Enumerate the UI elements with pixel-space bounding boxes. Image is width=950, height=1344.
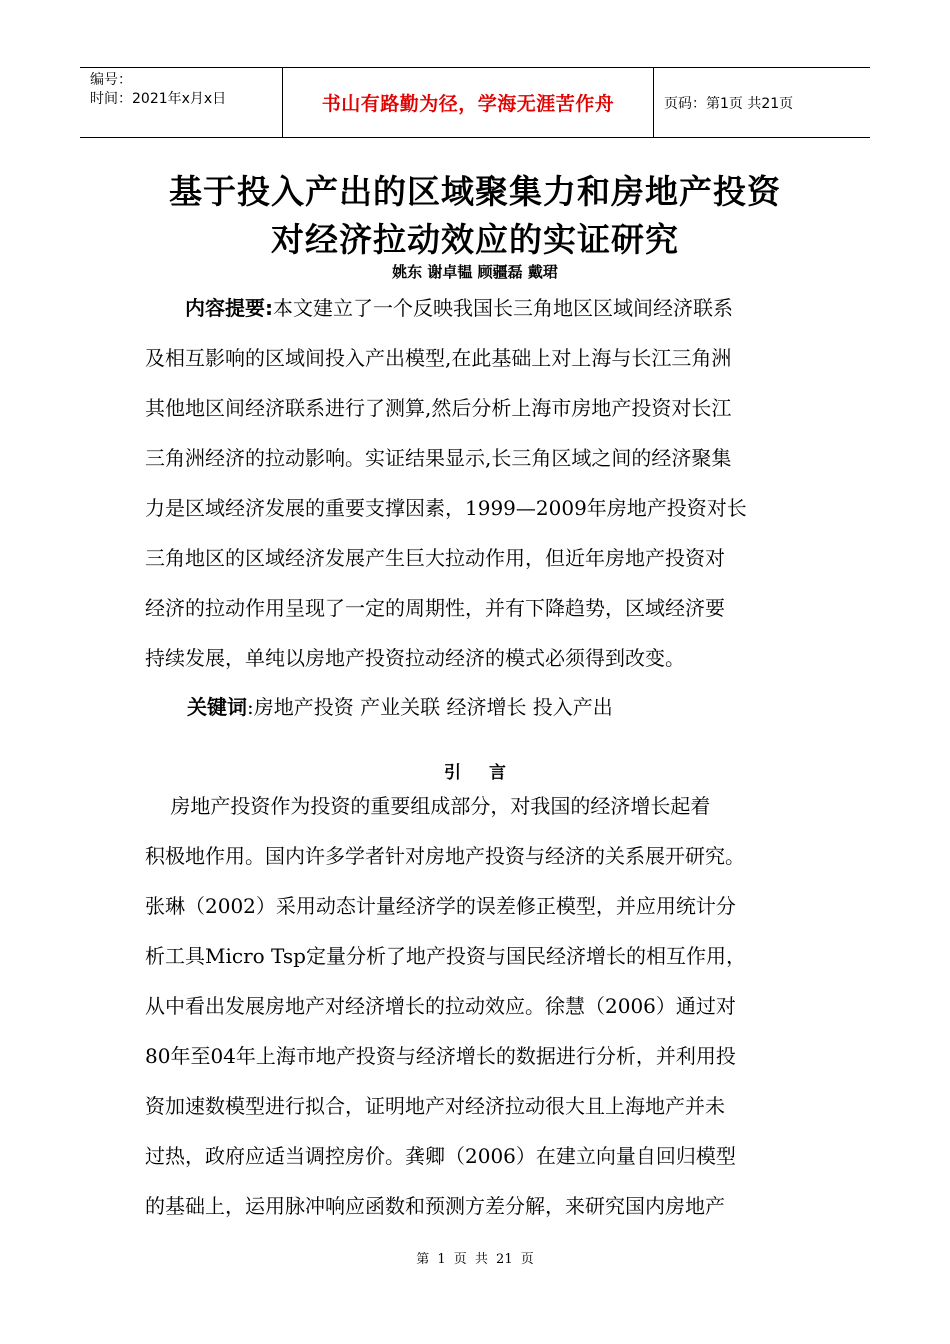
- intro-line: 过热，政府应适当调控房价。龚卿（2006）在建立向量自回归模型: [145, 1144, 736, 1168]
- intro-line: 积极地作用。国内许多学者针对房地产投资与经济的关系展开研究。: [145, 844, 745, 868]
- abstract-label: 内容提要:: [185, 296, 273, 320]
- abstract-line: 及相互影响的区域间投入产出模型,在此基础上对上海与长江三角洲: [145, 346, 732, 370]
- intro-line: 张琳（2002）采用动态计量经济学的误差修正模型，并应用统计分: [145, 894, 736, 918]
- abstract-line: 持续发展，单纯以房地产投资拉动经济的模式必须得到改变。: [145, 646, 685, 670]
- intro-line: 析工具Micro Tsp定量分析了地产投资与国民经济增长的相互作用，: [145, 944, 746, 968]
- document-date: 时间：2021年x月x日: [90, 91, 227, 107]
- abstract-text: 本文建立了一个反映我国长三角地区区域间经济联系: [273, 296, 733, 320]
- intro-line: 资加速数模型进行拟合，证明地产对经济拉动很大且上海地产并未: [145, 1094, 725, 1118]
- abstract-first-line: [185, 295, 733, 321]
- intro-line: 从中看出发展房地产对经济增长的拉动效应。徐慧（2006）通过对: [145, 994, 736, 1018]
- intro-line: 80年至04年上海市地产投资与经济增长的数据进行分析，并利用投: [145, 1044, 736, 1068]
- header-motto: 书山有路勤为径，学海无涯苦作舟: [282, 68, 654, 137]
- intro-line: 房地产投资作为投资的重要组成部分，对我国的经济增长起着: [145, 794, 711, 818]
- title-line-1: 基于投入产出的区域聚集力和房地产投资: [169, 172, 781, 211]
- keywords-label: 关键词: [187, 695, 247, 719]
- keywords: [187, 694, 613, 720]
- authors: 姚东 谢卓韫 顾疆磊 戴珺: [392, 263, 558, 281]
- intro-line: 的基础上，运用脉冲响应函数和预测方差分解，来研究国内房地产: [145, 1194, 725, 1218]
- abstract-line: 三角洲经济的拉动影响。实证结果显示,长三角区域之间的经济聚集: [145, 446, 732, 470]
- abstract-line: 其他地区间经济联系进行了测算,然后分析上海市房地产投资对长江: [145, 396, 732, 420]
- keywords-text: :房地产投资 产业关联 经济增长 投入产出: [247, 695, 613, 719]
- header-page-info: 页码：第1页 共21页: [664, 95, 794, 112]
- header-meta-cell: [80, 68, 282, 137]
- document-number-label: 编号：: [90, 72, 132, 88]
- header-table: [80, 67, 870, 138]
- page-footer: 第 1 页 共 21 页: [416, 1252, 534, 1267]
- abstract-line: 经济的拉动作用呈现了一定的周期性，并有下降趋势，区域经济要: [145, 596, 725, 620]
- title-line-2: 对经济拉动效应的实证研究: [271, 220, 679, 259]
- abstract-line: 三角地区的区域经济发展产生巨大拉动作用，但近年房地产投资对: [145, 546, 725, 570]
- section-heading-intro: 引言: [444, 763, 534, 783]
- abstract-line: 力是区域经济发展的重要支撑因素，1999—2009年房地产投资对长: [145, 496, 747, 520]
